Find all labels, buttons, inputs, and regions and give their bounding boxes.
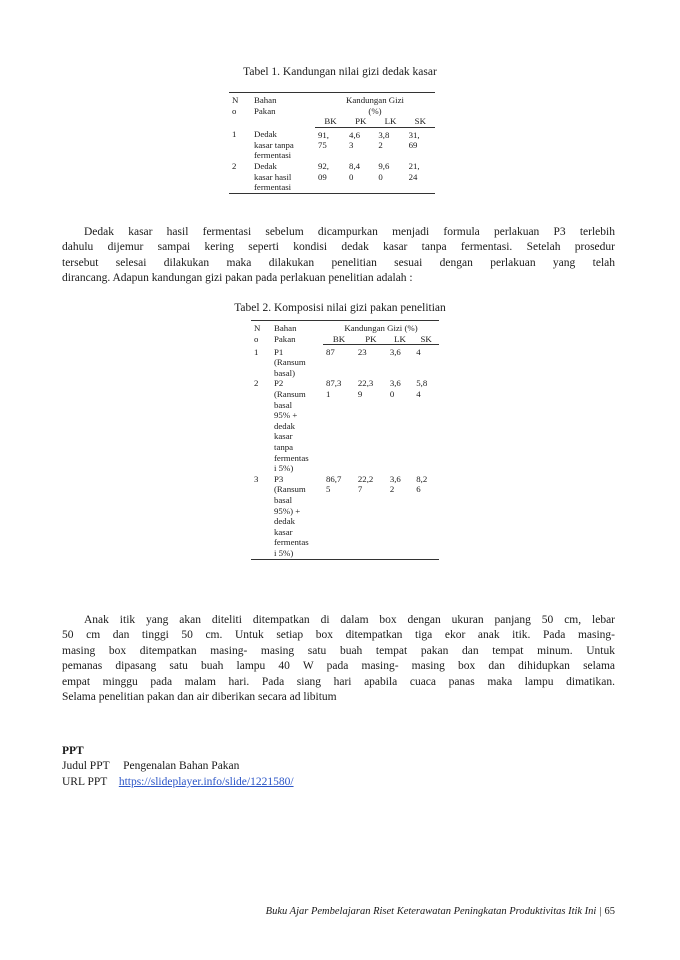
table-cell-bk: 91, 75 bbox=[318, 129, 329, 151]
ppt-heading: PPT bbox=[62, 745, 84, 757]
table-cell-sk: 5,8 4 bbox=[416, 378, 428, 400]
table-cell-pk: 22,2 7 bbox=[355, 474, 387, 559]
ppt-url-row bbox=[62, 775, 294, 790]
table-cell-pk: 23 bbox=[357, 347, 367, 358]
paragraph-line: masing box ditempatkan masing- masing satu buah tempat pakan dan tempat minum. Untuk bbox=[62, 644, 615, 657]
table-cell-sk: 8,2 6 bbox=[413, 474, 439, 559]
paragraph-2 bbox=[62, 613, 615, 705]
table1-header-group: Kandungan Gizi (%) bbox=[315, 93, 435, 117]
table-cell-lk: 3,6 2 bbox=[387, 474, 413, 559]
table-cell-bk: 86,7 5 bbox=[323, 474, 355, 559]
paragraph-line: Selama penelitian pakan dan air diberikan secara ad libitum bbox=[62, 690, 337, 703]
table-row bbox=[229, 127, 435, 161]
paragraph-line: empat minggu pada malam hari. Pada siang hari apabila cuaca panas maka lampu dimatikan. bbox=[62, 675, 615, 688]
table-cell-bk: 87 bbox=[326, 347, 335, 358]
table2-col-sk: SK bbox=[413, 334, 439, 345]
table-cell-bahan: Dedak kasar hasil fermentasi bbox=[251, 161, 315, 193]
table2-col-lk: LK bbox=[387, 334, 413, 345]
table-row bbox=[251, 474, 439, 559]
table-row bbox=[251, 378, 439, 473]
table-row bbox=[251, 345, 439, 379]
table2-header-group: Kandungan Gizi (%) bbox=[323, 321, 439, 334]
table2-header-bahan: Bahan Pakan bbox=[271, 321, 323, 345]
paragraph-line: pemanas dipasang satu buah lampu 40 W pada masing- masing box dan dihidupkan selama bbox=[62, 660, 615, 673]
table1-header-bahan: Bahan Pakan bbox=[251, 93, 315, 128]
ppt-title-row bbox=[62, 759, 294, 774]
table-cell-lk: 3,6 bbox=[389, 347, 401, 358]
table2 bbox=[251, 320, 439, 560]
footer-book-title: Buku Ajar Pembelajaran Riset Keterawatan Peningkatan Produktivitas Itik Ini | bbox=[265, 906, 602, 917]
ppt-title-value: Pengenalan Bahan Pakan bbox=[123, 760, 240, 773]
table-cell-sk: 21, 24 bbox=[406, 161, 435, 193]
table1-col-pk: PK bbox=[346, 116, 375, 127]
table-cell-no: 1 bbox=[254, 346, 259, 357]
table1-col-lk: LK bbox=[375, 116, 405, 127]
paragraph-line: Dedak kasar hasil fermentasi sebelum dicampurkan menjadi formula perlakuan P3 terlebih bbox=[84, 226, 615, 238]
page-number: 65 bbox=[604, 906, 615, 917]
table-cell-pk: 4,6 3 bbox=[349, 129, 361, 151]
table-cell-sk: 4 bbox=[416, 347, 421, 358]
table-cell-sk: 31, 69 bbox=[408, 129, 420, 151]
page-footer bbox=[266, 906, 615, 917]
table1-col-sk: SK bbox=[406, 116, 435, 127]
table-cell-lk: 3,8 2 bbox=[378, 129, 390, 151]
table2-header-no: N o bbox=[251, 321, 271, 345]
table-cell-no: 2 bbox=[229, 161, 251, 193]
paragraph-line: tersebut selesai dilakukan maka dilakukan penelitian sesuai dengan perlakuan yang telah bbox=[62, 256, 615, 269]
table-cell-bahan: Dedak kasar tanpa fermentasi bbox=[254, 129, 294, 161]
table2-header-row bbox=[251, 321, 439, 334]
table1-caption: Tabel 1. Kandungan nilai gizi dedak kasar bbox=[243, 66, 437, 78]
table-cell-lk: 3,6 0 bbox=[389, 378, 401, 400]
table2-col-pk: PK bbox=[355, 334, 387, 345]
paragraph-line: dahulu dijemur sampai kering seperti kondisi dedak kasar tanpa fermentasi. Setelah prosedur bbox=[62, 241, 615, 254]
table-cell-bk: 87,3 1 bbox=[326, 378, 342, 400]
table1-header-no: N o bbox=[229, 93, 251, 128]
ppt-title-label: Judul PPT bbox=[62, 760, 110, 773]
table-cell-no: 1 bbox=[232, 129, 237, 140]
table-cell-bk: 92, 09 bbox=[315, 161, 346, 193]
table-cell-lk: 9,6 0 bbox=[375, 161, 405, 193]
table2-caption: Tabel 2. Komposisi nilai gizi pakan penelitian bbox=[234, 302, 446, 314]
ppt-section bbox=[62, 744, 294, 790]
table-cell-no: 2 bbox=[254, 378, 259, 389]
table-row bbox=[229, 161, 435, 193]
paragraph-line: Anak itik yang akan diteliti ditempatkan di dalam box dengan ukuran panjang 50 cm, lebar bbox=[84, 614, 615, 626]
table-cell-no: 3 bbox=[251, 474, 271, 559]
table-cell-bahan: P2 (Ransum basal 95% + dedak kasar tanpa fermentas i 5%) bbox=[274, 378, 309, 474]
paragraph-1 bbox=[62, 225, 615, 287]
ppt-url-label: URL PPT bbox=[62, 775, 108, 788]
table-cell-bahan: P1 (Ransum basal) bbox=[274, 346, 306, 378]
paragraph-line: dirancang. Adapun kandungan gizi pakan pada perlakuan penelitian adalah : bbox=[62, 272, 413, 285]
table-cell-pk: 22,3 9 bbox=[357, 378, 374, 400]
paragraph-line: 50 cm dan tinggi 50 cm. Untuk setiap box ditempatkan tiga ekor anak itik. Pada masing- bbox=[62, 629, 615, 642]
table1 bbox=[229, 92, 435, 194]
table1-col-bk: BK bbox=[315, 116, 346, 127]
table1-header-row bbox=[229, 93, 435, 117]
table2-col-bk: BK bbox=[323, 334, 355, 345]
table-cell-bahan: P3 (Ransum basal 95%) + dedak kasar fermentas i 5%) bbox=[271, 474, 323, 559]
table-cell-pk: 8,4 0 bbox=[346, 161, 375, 193]
ppt-url-link[interactable]: https://slideplayer.info/slide/1221580/ bbox=[118, 775, 294, 788]
